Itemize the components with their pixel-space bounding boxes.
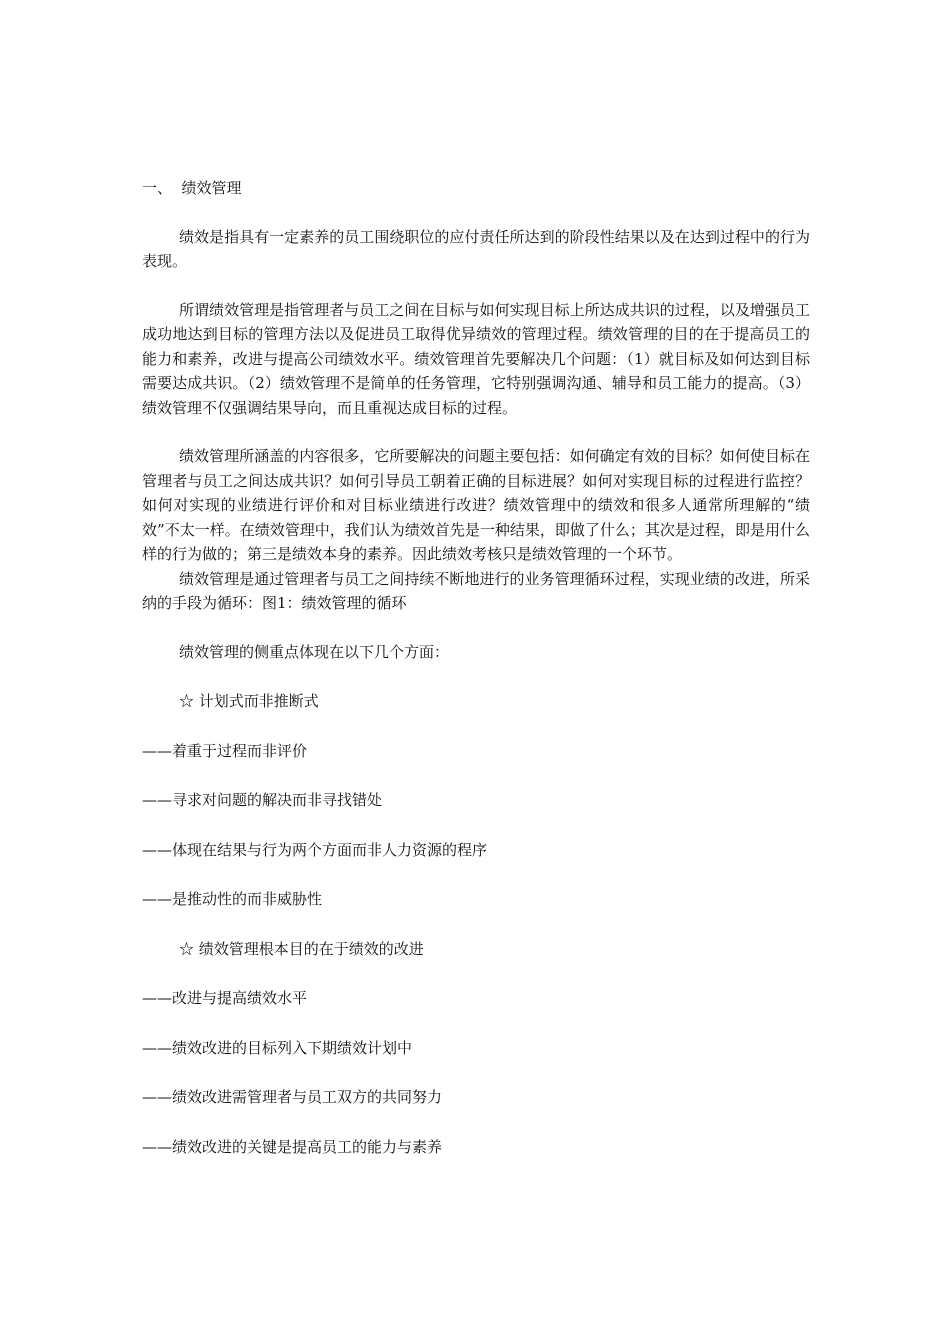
section1-item: ——体现在结果与行为两个方面而非人力资源的程序 — [142, 840, 488, 859]
section-heading: 一、 绩效管理 — [142, 179, 242, 197]
document-page — [142, 176, 810, 1159]
spacer — [142, 714, 810, 739]
paragraph-management-scope: 绩效管理所涵盖的内容很多，它所要解决的问题主要包括：如何确定有效的目标？如何使目标在管理者与员工之间达成共识？如何引导员工朝着正确的目标进展？如何对实现目标的过程进行监控？如何对实现的业绩进行评价和对目标业绩进行改进？绩效管理中的绩效和很多人通常所理解的“绩效”不太一样。在绩效管理中，我们认为绩效首先是一种结果，即做了什么；其次是过程，即是用什么样的行为做的；第三是绩效本身的素养。因此绩效考核只是绩效管理的一个环节。 — [142, 447, 810, 563]
paragraph-management-concept: 所谓绩效管理是指管理者与员工之间在目标与如何实现目标上所达成共识的过程，以及增强员工成功地达到目标的管理方法以及促进员工取得优异绩效的管理过程。绩效管理的目的在于提高员工的能力和素养，改进与提高公司绩效水平。绩效管理首先要解决几个问题：（1）就目标及如何达到目标需要达成共识。（2）绩效管理不是简单的任务管理，它特别强调沟通、辅导和员工能力的提高。（3）绩效管理不仅强调结果导向，而且重视达成目标的过程。 — [142, 300, 810, 417]
section2-item: ——绩效改进的目标列入下期绩效计划中 — [142, 1038, 413, 1057]
spacer — [142, 664, 810, 689]
spacer — [142, 420, 810, 444]
section2-item: ——改进与提高绩效水平 — [142, 989, 308, 1007]
section1-title: ☆ 计划式而非推断式 — [179, 692, 319, 710]
spacer — [142, 1060, 810, 1085]
spacer — [142, 616, 810, 640]
paragraph-focus-intro: 绩效管理的侧重点体现在以下几个方面： — [179, 642, 450, 661]
paragraph-management-cycle: 绩效管理是通过管理者与员工之间持续不断地进行的业务管理循环过程，实现业绩的改进，所采纳的手段为循环：图1：绩效管理的循环 — [142, 569, 810, 612]
section1-item: ——着重于过程而非评价 — [142, 741, 308, 760]
spacer — [142, 961, 810, 986]
section1-item: ——寻求对问题的解决而非寻找错处 — [142, 791, 383, 809]
section2-item: ——绩效改进的关键是提高员工的能力与素养 — [142, 1137, 443, 1156]
section1-item: ——是推动性的而非威胁性 — [142, 890, 323, 908]
paragraph-definition: 绩效是指具有一定素养的员工围绕职位的应付责任所达到的阶段性结果以及在达到过程中的行为表现。 — [142, 227, 810, 270]
spacer — [142, 1110, 810, 1135]
spacer — [142, 862, 810, 887]
section2-title: ☆ 绩效管理根本目的在于绩效的改进 — [179, 939, 424, 958]
spacer — [142, 912, 810, 937]
spacer — [142, 763, 810, 788]
spacer — [142, 813, 810, 838]
spacer — [142, 274, 810, 298]
spacer — [142, 1011, 810, 1036]
section2-item: ——绩效改进需管理者与员工双方的共同努力 — [142, 1088, 443, 1106]
